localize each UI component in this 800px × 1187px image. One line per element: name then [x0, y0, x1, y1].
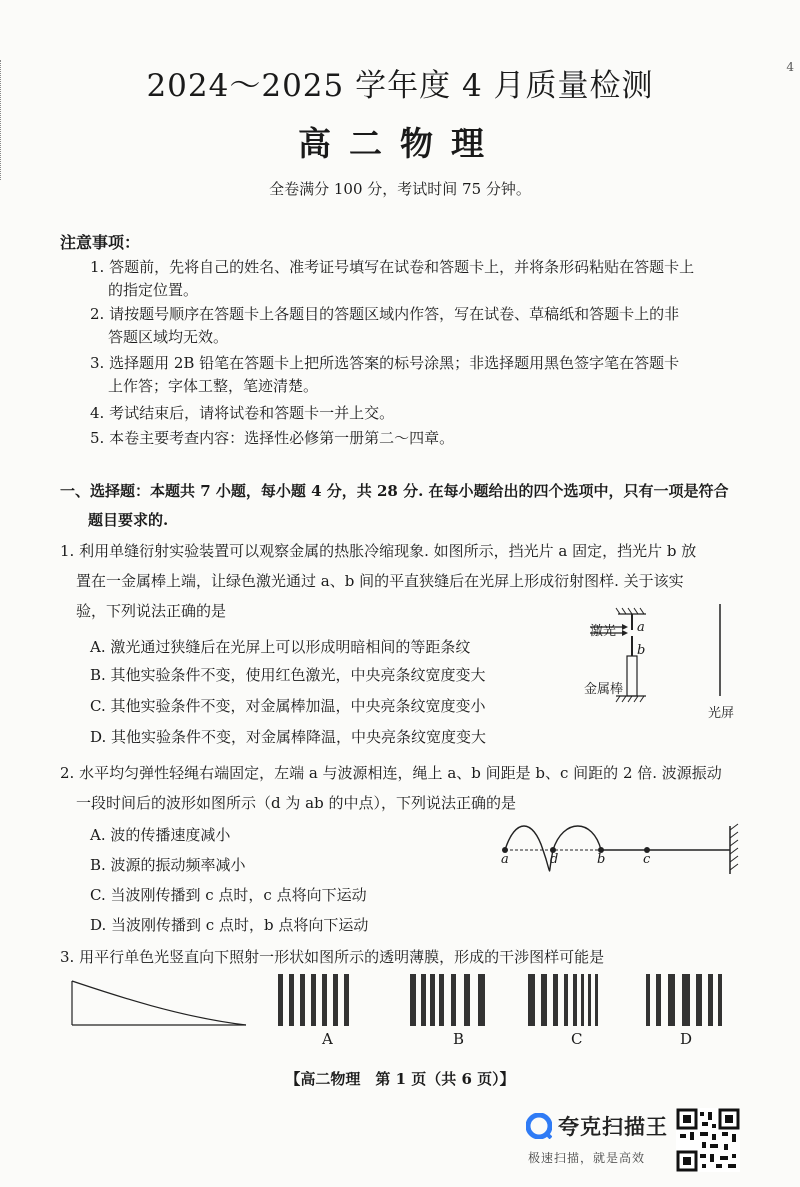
exam-info: 全卷满分 100 分，考试时间 75 分钟。 [269, 180, 531, 198]
note-line: 答题区域均无效。 [108, 328, 229, 346]
note-line: 5. 本卷主要考查内容：选择性必修第一册第二～四章。 [90, 429, 455, 447]
page-footer: 【高二物理 第 1 页（共 6 页）】 [285, 1070, 515, 1088]
q3-option-a-label[interactable]: A [322, 1030, 333, 1048]
q2-option-d[interactable]: D. 当波刚传播到 c 点时，b 点将向下运动 [90, 916, 369, 934]
q3-pattern-c [528, 974, 598, 1026]
exam-subject: 高二物理 [298, 124, 502, 163]
q2-option-c[interactable]: C. 当波刚传播到 c 点时，c 点将向下运动 [90, 886, 367, 904]
q1-option-c[interactable]: C. 其他实验条件不变，对金属棒加温，中央亮条纹宽度变小 [90, 697, 486, 715]
q1-label-b: b [637, 643, 646, 658]
q3-pattern-b [410, 974, 485, 1026]
q1-option-d[interactable]: D. 其他实验条件不变，对金属棒降温，中央亮条纹宽度变大 [90, 728, 487, 746]
section-heading-cont: 题目要求的. [88, 511, 169, 529]
notes-heading: 注意事项： [60, 233, 141, 252]
section-heading: 一、选择题：本题共 7 小题，每小题 4 分，共 28 分. 在每小题给出的四个选项中，只有一项是符合 [60, 482, 729, 500]
q2-option-a[interactable]: A. 波的传播速度减小 [90, 826, 231, 844]
note-line: 3. 选择题用 2B 铅笔在答题卡上把所选答案的标号涂黑；非选择题用黑色签字笔在答题卡 [90, 354, 680, 372]
q3-pattern-a [278, 974, 349, 1026]
qr-code-icon [676, 1108, 740, 1172]
q3-fringe-patterns [270, 972, 730, 1030]
q3-option-b-label[interactable]: B [453, 1030, 465, 1048]
q1-option-b[interactable]: B. 其他实验条件不变，使用红色激光，中央亮条纹宽度变大 [90, 666, 486, 684]
q1-label-rod: 金属棒 [584, 682, 624, 697]
q2-label-b: b [597, 852, 606, 867]
page-corner-number: 4 [786, 60, 794, 74]
q2-stem: 一段时间后的波形如图所示（d 为 ab 的中点），下列说法正确的是 [76, 794, 516, 812]
q1-stem: 置在一金属棒上端，让绿色激光通过 a、b 间的平直狭缝后在光屏上形成衍射图样. 关于该实 [76, 572, 684, 590]
scanner-name: 夸克扫描王 [558, 1115, 668, 1139]
q2-label-a: a [501, 852, 509, 867]
q1-label-laser: 激光 [590, 624, 617, 639]
note-line: 上作答；字体工整，笔迹清楚。 [108, 377, 319, 395]
scanner-slogan: 极速扫描，就是高效 [528, 1151, 646, 1165]
q3-stem: 3. 用平行单色光竖直向下照射一形状如图所示的透明薄膜，形成的干涉图样可能是 [60, 948, 605, 966]
note-line: 1. 答题前，先将自己的姓名、准考证号填写在试卷和答题卡上，并将条形码粘贴在答题卡上 [90, 258, 695, 276]
exam-title: 2024～2025 学年度 4 月质量检测 [146, 68, 654, 104]
q2-option-b[interactable]: B. 波源的振动频率减小 [90, 856, 246, 874]
scanner-logo-icon [526, 1113, 552, 1139]
q2-wave-diagram [495, 820, 745, 880]
note-line: 2. 请按题号顺序在答题卡上各题目的答题区域内作答，写在试卷、草稿纸和答题卡上的非 [90, 305, 680, 323]
q3-pattern-d [646, 974, 722, 1026]
q1-option-a[interactable]: A. 激光通过狭缝后在光屏上可以形成明暗相间的等距条纹 [90, 638, 471, 656]
q2-label-c: c [643, 852, 651, 867]
q2-label-d: d [550, 852, 559, 867]
q1-stem: 1. 利用单缝衍射实验装置可以观察金属的热胀冷缩现象. 如图所示，挡光片 a 固定，挡光片 b 放 [60, 542, 697, 560]
q3-option-d-label[interactable]: D [680, 1030, 693, 1048]
q1-stem: 验，下列说法正确的是 [76, 602, 227, 620]
q1-label-a: a [637, 620, 645, 635]
q3-film-diagram [68, 975, 253, 1030]
q2-stem: 2. 水平均匀弹性轻绳右端固定，左端 a 与波源相连，绳上 a、b 间距是 b、c 间距的 2 倍. 波源振动 [60, 764, 722, 782]
note-line: 的指定位置。 [108, 281, 199, 299]
q3-option-c-label[interactable]: C [571, 1030, 583, 1048]
note-line: 4. 考试结束后，请将试卷和答题卡一并上交。 [90, 404, 395, 422]
q1-label-screen: 光屏 [708, 706, 735, 721]
